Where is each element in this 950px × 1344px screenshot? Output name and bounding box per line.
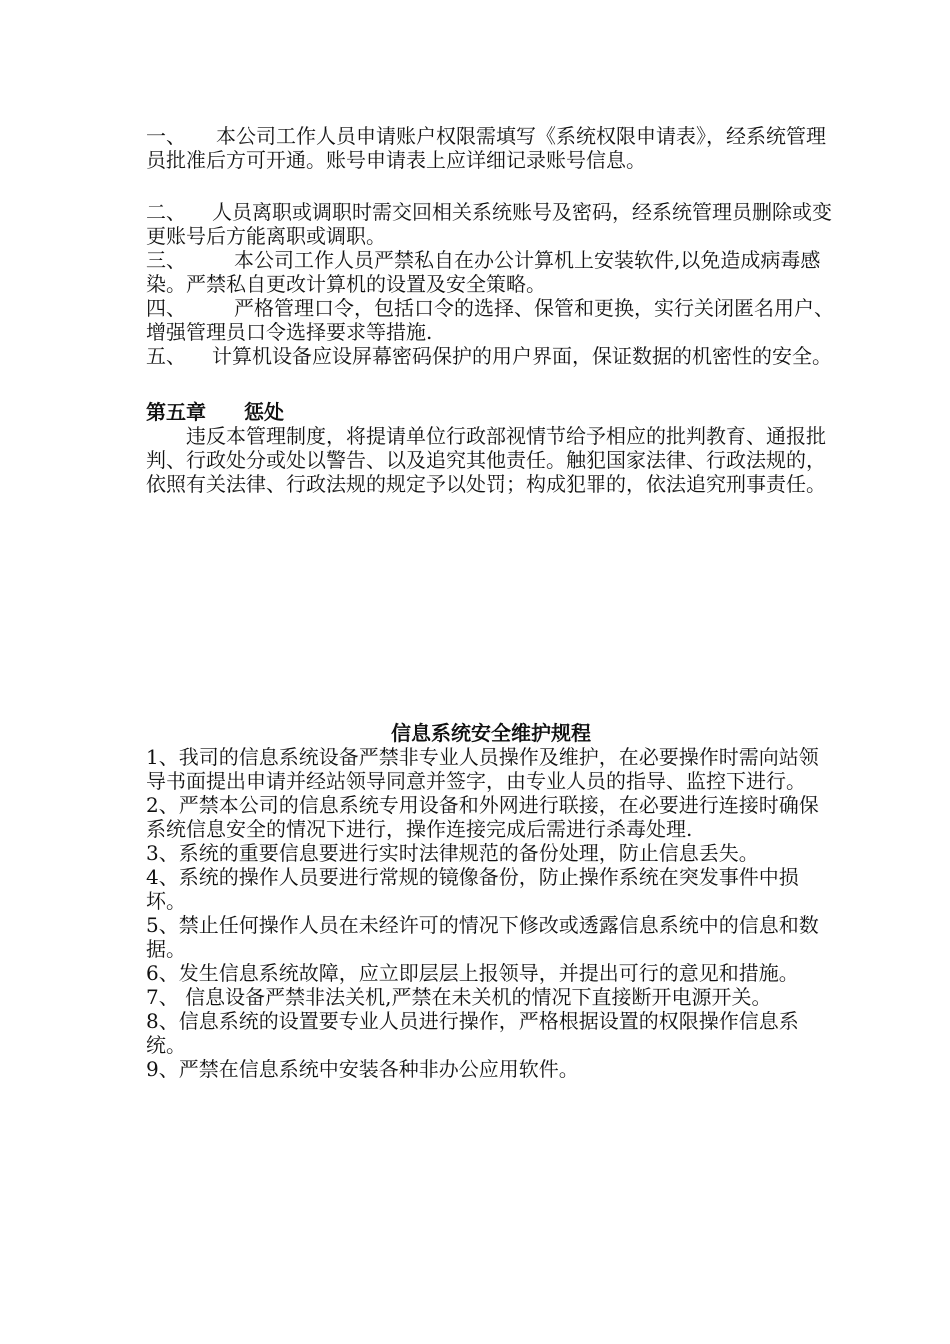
top-item-4: [146, 296, 836, 344]
top-item-2: [146, 200, 836, 248]
item-number: 五、: [146, 344, 186, 368]
procedure-list: [146, 745, 836, 1081]
section-title: 信息系统安全维护规程: [391, 721, 591, 745]
item-number: 四、: [146, 296, 186, 320]
item-number: 三、: [146, 248, 186, 272]
list-item: 7、 信息设备严禁非法关机,严禁在未关机的情况下直接断开电源开关。: [146, 985, 772, 1009]
chapter-body-text: 违反本管理制度，将提请单位行政部视情节给予相应的批判教育、通报批判、行政处分或处以警告、以及追究其他责任。触犯国家法律、行政法规的，依照有关法律、行政法规的规定予以处罚；构成犯罪的，依法追究刑事责任。: [146, 424, 826, 496]
item-number: 一、: [146, 124, 186, 148]
item-text: 人员离职或调职时需交回相关系统账号及密码，经系统管理员删除或变更账号后方能离职或调职。: [146, 200, 832, 248]
item-text: 本公司工作人员严禁私自在办公计算机上安装软件,以免造成病毒感染。严禁私自更改计算机的设置及安全策略。: [146, 248, 821, 296]
item-text: 本公司工作人员申请账户权限需填写《系统权限申请表》，经系统管理员批准后方可开通。账号申请表上应详细记录账号信息。: [146, 124, 826, 172]
list-item: 3、系统的重要信息要进行实时法律规范的备份处理，防止信息丢失。: [146, 841, 759, 865]
top-item-3: [146, 248, 836, 296]
list-item: 9、严禁在信息系统中安装各种非办公应用软件。: [146, 1057, 579, 1081]
list-item: 6、发生信息系统故障，应立即层层上报领导，并提出可行的意见和措施。: [146, 961, 799, 985]
item-text: 计算机设备应设屏幕密码保护的用户界面，保证数据的机密性的安全。: [212, 344, 832, 368]
list-item: 4、系统的操作人员要进行常规的镜像备份，防止操作系统在突发事件中损坏。: [146, 865, 799, 913]
item-text: 严格管理口令，包括口令的选择、保管和更换，实行关闭匿名用户、增强管理员口令选择要求等措施.: [146, 296, 834, 344]
list-item: 8、信息系统的设置要专业人员进行操作，严格根据设置的权限操作信息系统。: [146, 1009, 799, 1057]
item-number: 二、: [146, 200, 186, 224]
top-item-1: [146, 124, 836, 172]
chapter-body: [146, 424, 836, 496]
chapter-label: 第五章: [146, 400, 206, 424]
top-item-5: [146, 344, 836, 368]
list-item: 1、我司的信息系统设备严禁非专业人员操作及维护，在必要操作时需向站领导书面提出申请并经站领导同意并签字，由专业人员的指导、监控下进行。: [146, 745, 819, 793]
chapter-title: 惩处: [244, 400, 284, 424]
chapter-heading: [146, 400, 836, 424]
list-item: 2、严禁本公司的信息系统专用设备和外网进行联接，在必要进行连接时确保系统信息安全的情况下进行，操作连接完成后需进行杀毒处理.: [146, 793, 819, 841]
list-item: 5、禁止任何操作人员在未经许可的情况下修改或透露信息系统中的信息和数据。: [146, 913, 819, 961]
